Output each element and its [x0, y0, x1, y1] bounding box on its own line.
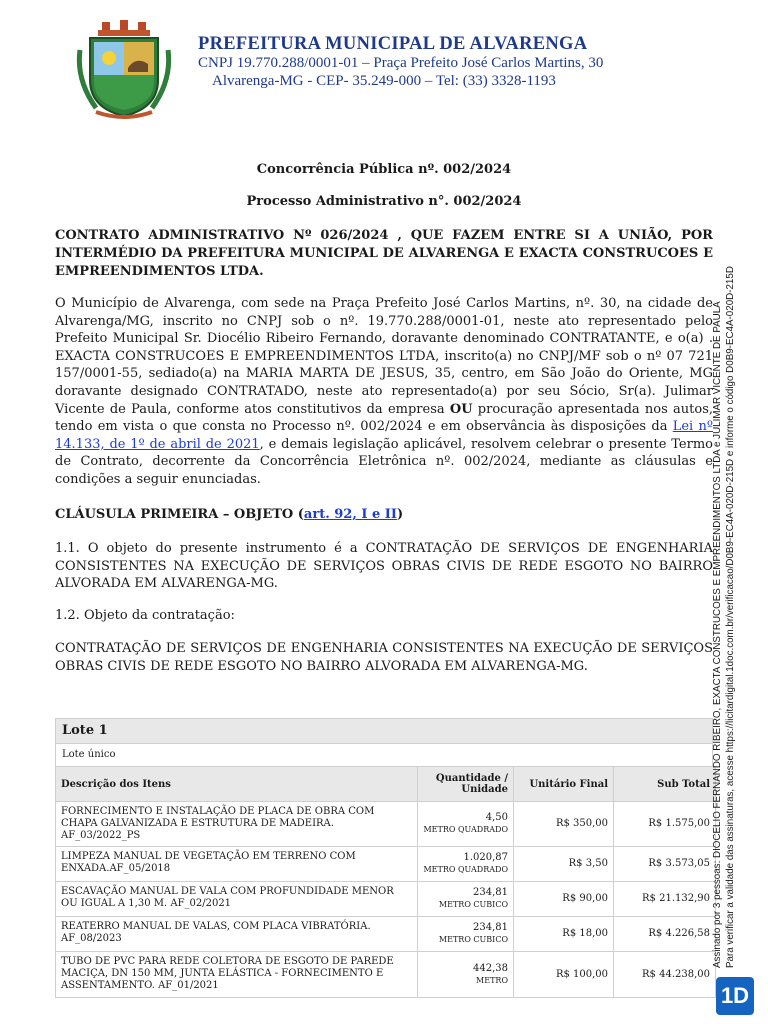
verification-line[interactable]: Para verificar a validade das assinaturas, acesse https://licitardigital.1doc.com.br/verificacao/D0B9-EC4A-020D-215D e informe o código D0B9-EC4A-020D-215D	[724, 266, 736, 968]
item-unit-price: R$ 3,50	[514, 847, 614, 882]
item-quantity: 1.020,87 METRO QUADRADO	[418, 847, 514, 882]
table-header-row	[56, 767, 716, 802]
lot-subheading: Lote único	[55, 744, 713, 766]
law-link[interactable]: Lei nº 14.133, de 1º de abril de 2021	[55, 419, 713, 452]
item-description: REATERRO MANUAL DE VALAS, COM PLACA VIBRATÓRIA. AF_08/2023	[56, 917, 418, 952]
item-quantity: 234,81 METRO CUBICO	[418, 882, 514, 917]
item-quantity: 442,38 METRO	[418, 952, 514, 998]
clause-paragraph-1-2: 1.2. Objeto da contratação:	[55, 608, 235, 623]
item-description: TUBO DE PVC PARA REDE COLETORA DE ESGOTO DE PAREDE MACIÇA, DN 150 MM, JUNTA ELÁSTICA - FORNECIMENTO E ASSENTAMENTO. AF_01/2021	[56, 952, 418, 998]
item-unit-price: R$ 90,00	[514, 882, 614, 917]
clause-one-title	[55, 506, 713, 524]
table-row	[56, 802, 716, 847]
item-subtotal: R$ 1.575,00	[614, 802, 716, 847]
item-unit-price: R$ 100,00	[514, 952, 614, 998]
process-heading: Processo Administrativo n°. 002/2024	[246, 194, 522, 209]
item-subtotal: R$ 4.226,58	[614, 917, 716, 952]
col-subtotal: Sub Total	[614, 767, 716, 802]
lot-heading: Lote 1	[55, 718, 713, 744]
signature-verification-note	[712, 266, 752, 980]
item-subtotal: R$ 3.573,05	[614, 847, 716, 882]
municipality-contact: Alvarenga-MG - CEP- 35.249-000 – Tel: (33) 3328-1193	[212, 73, 556, 89]
1doc-logo-icon: 1D	[716, 977, 754, 1015]
signature-verification-text	[712, 266, 737, 968]
clause-paragraph-object: CONTRATAÇÃO DE SERVIÇOS DE ENGENHARIA CONSISTENTES NA EXECUÇÃO DE SERVIÇOS OBRAS CIVIS DE REDE ESGOTO NO BAIRRO ALVORADA EM ALVARENGA-MG.	[55, 641, 713, 674]
letterhead-text	[198, 34, 603, 90]
intro-text-2: procuração apresentada nos autos, tendo em vista o que consta no Processo nº. 002/2024 e em observância às disposições da	[55, 401, 714, 435]
table-row	[56, 847, 716, 882]
item-description: FORNECIMENTO E INSTALAÇÃO DE PLACA DE OBRA COM CHAPA GALVANIZADA E ESTRUTURA DE MADEIRA. AF_03/2022_PS	[56, 802, 418, 847]
clause-paragraph-1-1: 1.1. O objeto do presente instrumento é a CONTRATAÇÃO DE SERVIÇOS DE ENGENHARIA CONSISTENTES NA EXECUÇÃO DE SERVIÇOS OBRAS CIVIS DE REDE ESGOTO NO BAIRRO ALVORADA EM ALVARENGA-MG.	[55, 541, 713, 592]
intro-bold-word: OU	[449, 401, 473, 417]
items-table	[55, 718, 713, 998]
municipal-crest-icon	[76, 20, 172, 120]
col-unit-price: Unitário Final	[514, 767, 614, 802]
col-quantity: Quantidade / Unidade	[418, 767, 514, 802]
item-quantity: 234,81 METRO CUBICO	[418, 917, 514, 952]
signers-line: Assinado por 3 pessoas: DIOCELIO FERNANDO RIBEIRO, EXACTA CONSTRUCOES E EMPREENDIMENTOS LTDA e JULIMAR VICENTE DE PAULA	[712, 301, 723, 968]
intro-paragraph	[55, 295, 713, 489]
table-row	[56, 952, 716, 998]
municipality-title: PREFEITURA MUNICIPAL DE ALVARENGA	[198, 34, 588, 54]
tender-heading: Concorrência Pública nº. 002/2024	[256, 162, 512, 177]
contract-title: CONTRATO ADMINISTRATIVO Nº 026/2024 , QUE FAZEM ENTRE SI A UNIÃO, POR INTERMÉDIO DA PREFEITURA MUNICIPAL DE ALVARENGA E EXACTA CONSTRUCOES E EMPREENDIMENTOS LTDA.	[55, 228, 713, 279]
clause-title-prefix: CLÁUSULA PRIMEIRA – OBJETO (	[55, 507, 304, 522]
item-subtotal: R$ 44.238,00	[614, 952, 716, 998]
article-link[interactable]: art. 92, I e II	[303, 507, 397, 522]
items-grid	[55, 766, 716, 998]
item-unit-price: R$ 18,00	[514, 917, 614, 952]
item-quantity: 4,50 METRO QUADRADO	[418, 802, 514, 847]
item-description: LIMPEZA MANUAL DE VEGETAÇÃO EM TERRENO COM ENXADA.AF_05/2018	[56, 847, 418, 882]
col-description: Descrição dos Itens	[56, 767, 418, 802]
intro-text-3: , e demais legislação aplicável, resolvem celebrar o presente Termo de Contrato, decorrente da Concorrência Eletrônica nº. 002/2024, mediante as cláusulas e condições a seguir enunciadas.	[55, 436, 713, 487]
letterhead	[0, 0, 768, 125]
item-subtotal: R$ 21.132,90	[614, 882, 716, 917]
item-description: ESCAVAÇÃO MANUAL DE VALA COM PROFUNDIDADE MENOR OU IGUAL A 1,30 M. AF_02/2021	[56, 882, 418, 917]
table-row	[56, 882, 716, 917]
table-row	[56, 917, 716, 952]
clause-title-suffix: )	[396, 507, 404, 522]
municipality-address: CNPJ 19.770.288/0001-01 – Praça Prefeito José Carlos Martins, 30	[198, 55, 604, 71]
intro-text-1: O Município de Alvarenga, com sede na Praça Prefeito José Carlos Martins, nº. 30, na cidade de Alvarenga/MG, inscrito no CNPJ sob o nº. 19.770.288/0001-01, neste ato representado pelo Prefeito Municipal Sr. Diocélio Ribeiro Fernando, doravante denominado CONTRATANTE, e o(a) . EXACTA CONSTRUCOES E EMPREENDIMENTOS LTDA, inscrito(a) no CNPJ/MF sob o nº 07 721 157/0001-55, sediado(a) na MARIA MARTA DE JESUS, 35, centro, em São João do Oriente, MG doravante designado CONTRATADO, neste ato representado(a) por seu Sócio, Sr(a). Julimar Vicente de Paula, conforme atos constitutivos da empresa	[55, 296, 713, 417]
item-unit-price: R$ 350,00	[514, 802, 614, 847]
